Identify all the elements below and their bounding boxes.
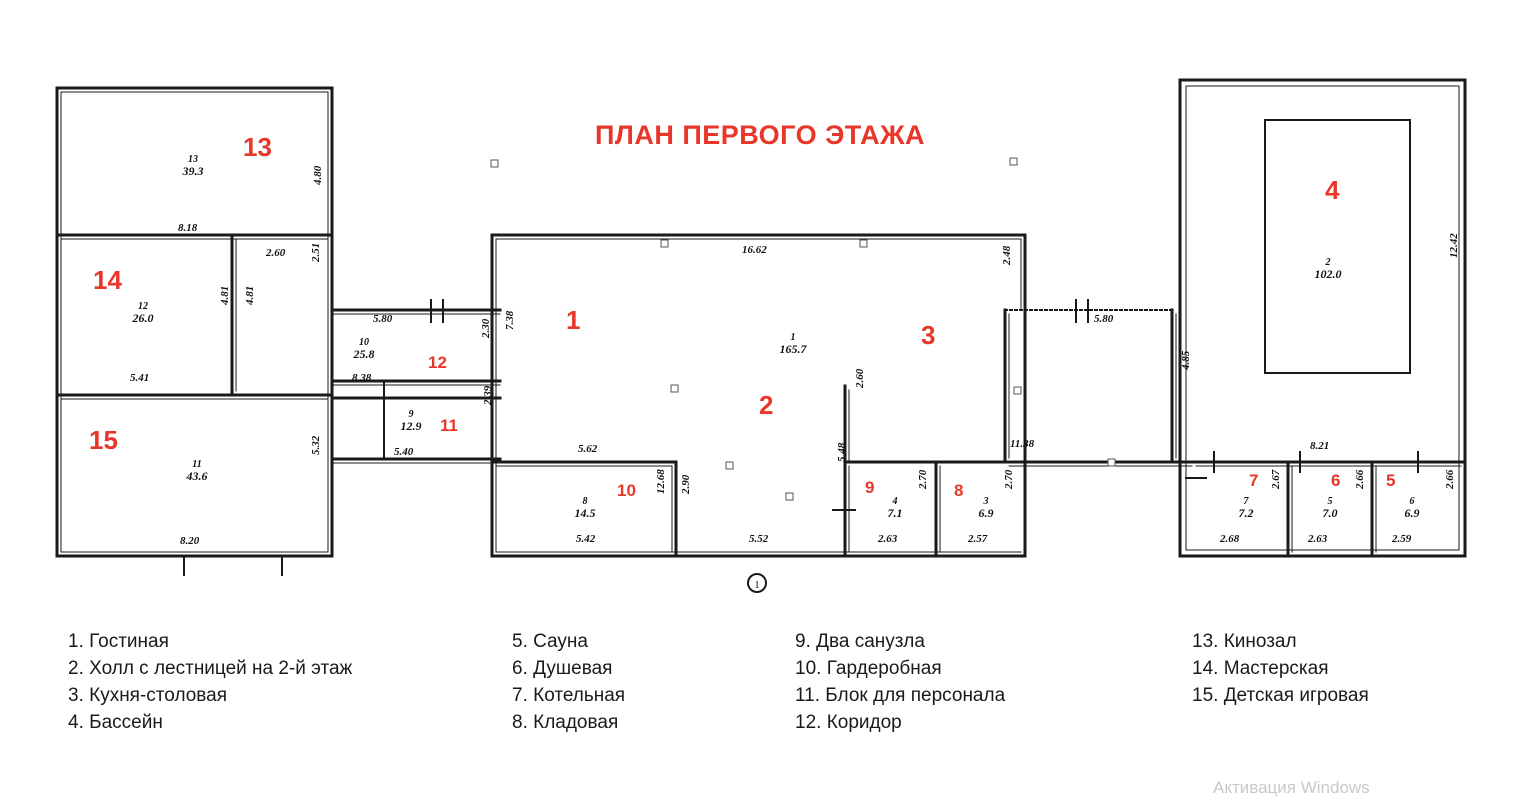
room-number-6: 6 [1331,471,1341,490]
legend-item: 7. Котельная [512,685,626,706]
area-tag-index: 12 [138,301,148,312]
area-tag-value: 39.3 [182,164,204,178]
dim-2-66-b: 2.66 [1444,469,1456,489]
dim-4-85: 4.85 [1180,350,1192,370]
area-tag-value: 25.8 [353,347,375,361]
room-number-12: 12 [428,353,447,372]
area-tag-5 [1392,497,1432,519]
dim-5-40: 5.40 [394,446,414,458]
room-number-11: 11 [440,416,458,435]
area-tag-value: 6.9 [978,506,994,520]
legend-item: 6. Душевая [512,658,613,679]
room-number-8: 8 [954,481,964,500]
dim-12-68: 12.68 [655,469,667,494]
legend-item: 2. Холл с лестницей на 2-й этаж [68,658,353,679]
legend-item: 4. Бассейн [68,712,163,733]
dim-2-30: 2.30 [480,318,492,338]
area-tag-4 [1305,258,1351,280]
legend-item: 13. Кинозал [1192,631,1297,652]
area-tag-index: 1 [790,332,796,343]
dim-8-21: 8.21 [1310,440,1330,452]
area-tag-value: 12.9 [400,419,422,433]
dim-2-59: 2.59 [1392,533,1412,545]
dim-5-80-left: 5.80 [373,313,393,325]
area-tag-index: 6 [1409,496,1415,507]
dim-2-66-a: 2.66 [1354,469,1366,489]
dim-2-63-b: 2.63 [1308,533,1328,545]
room-number-4: 4 [1325,175,1340,205]
dim-5-52: 5.52 [749,533,769,545]
dim-4-81-a: 4.81 [219,285,231,305]
dim-7-38: 7.38 [504,310,516,330]
legend-column-1 [68,628,352,736]
dim-2-39: 2.39 [482,385,494,405]
dim-5-41: 5.41 [130,372,150,384]
dim-2-60-b: 2.60 [854,368,866,388]
dim-top-left-vert: 4.80 [312,165,324,185]
area-tag-value: 43.6 [186,469,208,483]
legend-item: 5. Сауна [512,631,588,652]
area-tag-value: 14.5 [574,506,596,520]
area-tag-index: 9 [408,409,414,420]
dim-2-70-a: 2.70 [917,469,929,489]
dim-5-48: 5.48 [836,442,848,462]
area-tag-6 [1310,497,1350,519]
legend [0,620,1516,780]
svg-text:1: 1 [754,579,760,591]
area-tag-index: 5 [1327,496,1333,507]
area-tag-index: 2 [1325,257,1331,268]
legend-item: 15. Детская игровая [1192,685,1369,706]
room-number-5: 5 [1386,471,1396,490]
area-tag-index: 10 [359,337,369,348]
dim-5-42: 5.42 [576,533,596,545]
dim-12-42: 12.42 [1448,233,1460,258]
dim-16-62: 16.62 [742,244,767,256]
dim-2-51: 2.51 [310,242,322,262]
legend-column-4 [1192,628,1369,709]
dim-11-38: 11.38 [1010,438,1035,450]
area-tag-index: 7 [1243,496,1249,507]
area-tag-index: 13 [188,154,198,165]
room-number-13: 13 [243,132,272,162]
area-tag-14 [120,302,166,324]
area-tag-8 [966,497,1006,519]
area-tag-12 [344,338,384,360]
room-number-3: 3 [921,320,936,350]
dim-5-62: 5.62 [578,443,598,455]
dim-4-81-b: 4.81 [244,285,256,305]
room-number-10: 10 [617,481,636,500]
area-tag-index: 3 [983,496,989,507]
dim-2-67: 2.67 [1270,469,1282,489]
legend-item: 12. Коридор [795,712,902,733]
area-tag-value: 7.2 [1238,506,1254,520]
dim-8-20: 8.20 [180,535,200,547]
windows-activation-watermark: Активация Windows [1213,778,1370,797]
area-tag-value: 7.1 [887,506,903,520]
dim-8-18: 8.18 [178,222,198,234]
dim-8-38: 8.38 [352,372,372,384]
legend-column-2 [512,628,625,736]
area-tag-13 [170,155,216,177]
legend-column-3 [795,628,1005,736]
area-tag-value: 102.0 [1314,267,1342,281]
area-tag-value: 7.0 [1322,506,1338,520]
area-tag-value: 165.7 [779,342,807,356]
page-title: ПЛАН ПЕРВОГО ЭТАЖА [595,120,925,150]
area-tag-10 [565,497,605,519]
room-number-1: 1 [566,305,581,335]
dim-2-60: 2.60 [266,247,286,259]
room-number-9: 9 [865,478,875,497]
area-tag-index: 4 [892,496,898,507]
legend-item: 3. Кухня-столовая [68,685,228,706]
area-tag-value: 26.0 [132,311,154,325]
area-tag-1 [770,333,816,355]
area-tag-11 [391,410,431,432]
dim-5-80-right: 5.80 [1094,313,1114,325]
legend-item: 1. Гостиная [68,631,169,652]
dim-5-32: 5.32 [310,435,322,455]
area-tag-value: 6.9 [1404,506,1420,520]
dim-2-57: 2.57 [968,533,988,545]
dim-2-63-a: 2.63 [878,533,898,545]
legend-item: 9. Два санузла [795,631,925,652]
legend-item: 10. Гардеробная [795,658,942,679]
dim-2-48: 2.48 [1001,245,1013,265]
area-tag-7 [1226,497,1266,519]
dim-2-70-b: 2.70 [1003,469,1015,489]
area-tag-index: 11 [192,459,202,470]
dim-2-68: 2.68 [1220,533,1240,545]
area-tag-9 [875,497,915,519]
legend-item: 8. Кладовая [512,712,619,733]
area-tag-15 [174,460,220,482]
legend-item: 14. Мастерская [1192,658,1329,679]
dim-2-90: 2.90 [680,474,692,494]
legend-item: 11. Блок для персонала [795,685,1006,706]
room-number-15: 15 [89,425,118,455]
room-number-2: 2 [759,390,774,420]
area-tag-index: 8 [582,496,588,507]
room-number-14: 14 [93,265,122,295]
room-number-7: 7 [1249,471,1259,490]
